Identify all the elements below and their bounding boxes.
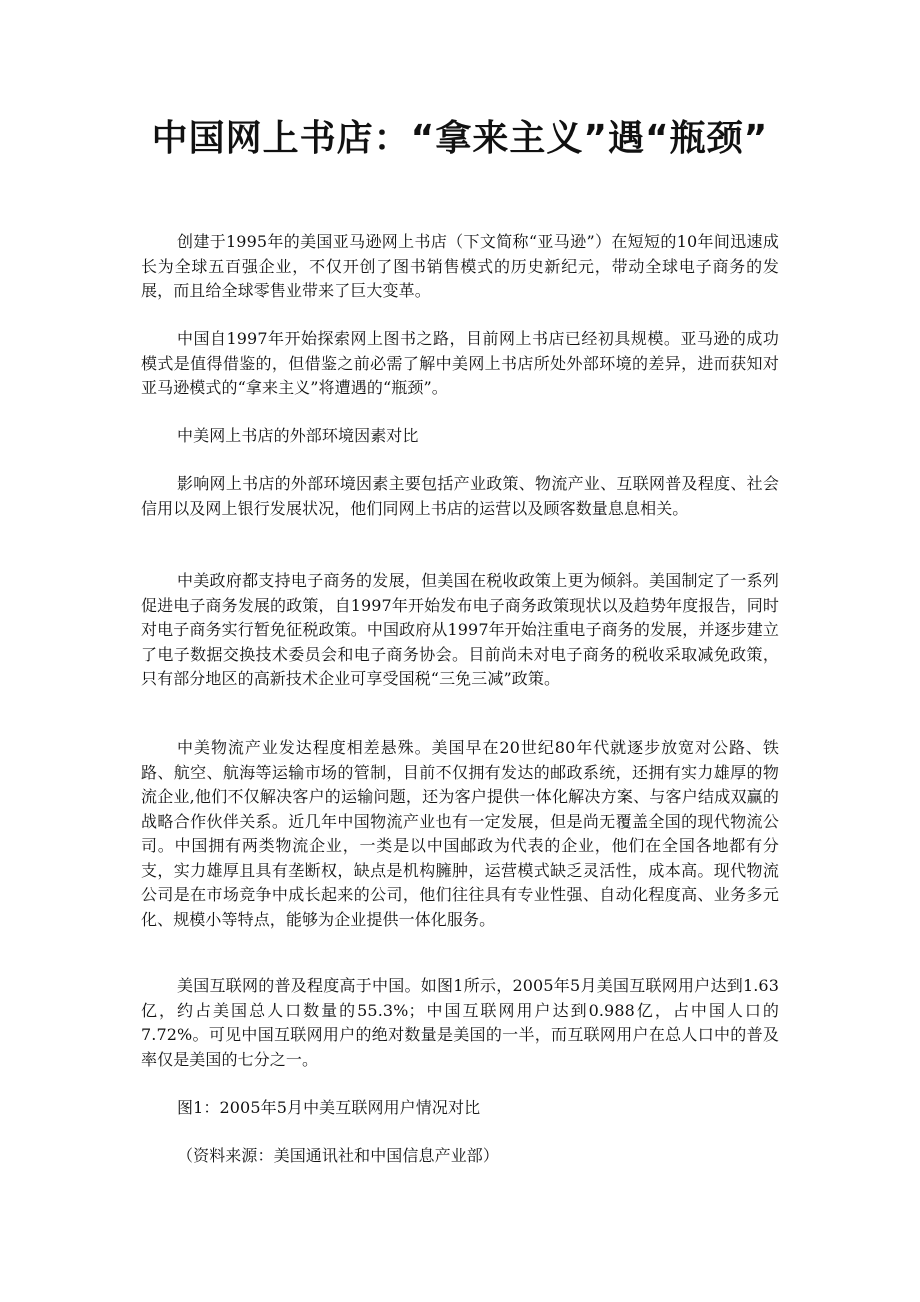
section-heading: 中美网上书店的外部环境因素对比 (177, 426, 419, 445)
paragraph-internet-penetration: 美国互联网的普及程度高于中国。如图1所示，2005年5月美国互联网用户达到1.63亿，约占美国总人口数量的55.3%；中国互联网用户达到0.988亿，占中国人口的7.72%。可见中国互联网用户的绝对数量是美国的一半，而互联网用户在总人口中的普及率仅是美国的七分之一。 (141, 976, 779, 1069)
paragraph-industry-policy: 中美政府都支持电子商务的发展，但美国在税收政策上更为倾斜。美国制定了一系列促进电子商务发展的政策，自1997年开始发布电子商务政策现状以及趋势年度报告，同时对电子商务实行暂免征税政策。中国政府从1997年开始注重电子商务的发展，并逐步建立了电子数据交换技术委员会和电子商务协会。目前尚未对电子商务的税收采取减免政策，只有部分地区的高新技术企业可享受国税“三免三减”政策。 (141, 571, 779, 688)
paragraph-china-exploration: 中国自1997年开始探索网上图书之路，目前网上书店已经初具规模。亚马逊的成功模式是值得借鉴的，但借鉴之前必需了解中美网上书店所处外部环境的差异，进而获知对亚马逊模式的“拿来主义”将遭遇的“瓶颈”。 (141, 329, 779, 397)
paragraph-logistics: 中美物流产业发达程度相差悬殊。美国早在20世纪80年代就逐步放宽对公路、铁路、航空、航海等运输市场的管制，目前不仅拥有发达的邮政系统，还拥有实力雄厚的物流企业,他们不仅解决客户的运输问题，还为客户提供一体化解决方案、与客户结成双赢的战略合作伙伴关系。近几年中国物流产业也有一定发展，但是尚无覆盖全国的现代物流公司。中国拥有两类物流企业，一类是以中国邮政为代表的企业，他们在全国各地都有分支，实力雄厚且具有垄断权，缺点是机构臃肿，运营模式缺乏灵活性，成本高。现代物流公司是在市场竞争中成长起来的公司，他们往往具有专业性强、自动化程度高、业务多元化、规模小等特点，能够为企业提供一体化服务。 (141, 738, 779, 929)
paragraph-intro: 创建于1995年的美国亚马逊网上书店（下文简称“亚马逊”）在短短的10年间迅速成长为全球五百强企业，不仅开创了图书销售模式的历史新纪元，带动全球电子商务的发展，而且给全球零售业带来了巨大变革。 (141, 232, 779, 300)
paragraph-environment-factors: 影响网上书店的外部环境因素主要包括产业政策、物流产业、互联网普及程度、社会信用以及网上银行发展状况，他们同网上书店的运营以及顾客数量息息相关。 (141, 474, 779, 518)
document-title: 中国网上书店：“拿来主义”遇“瓶颈” (151, 118, 769, 159)
figure-source: （资料来源：美国通讯社和中国信息产业部） (177, 1146, 500, 1165)
figure-caption: 图1：2005年5月中美互联网用户情况对比 (177, 1098, 481, 1117)
